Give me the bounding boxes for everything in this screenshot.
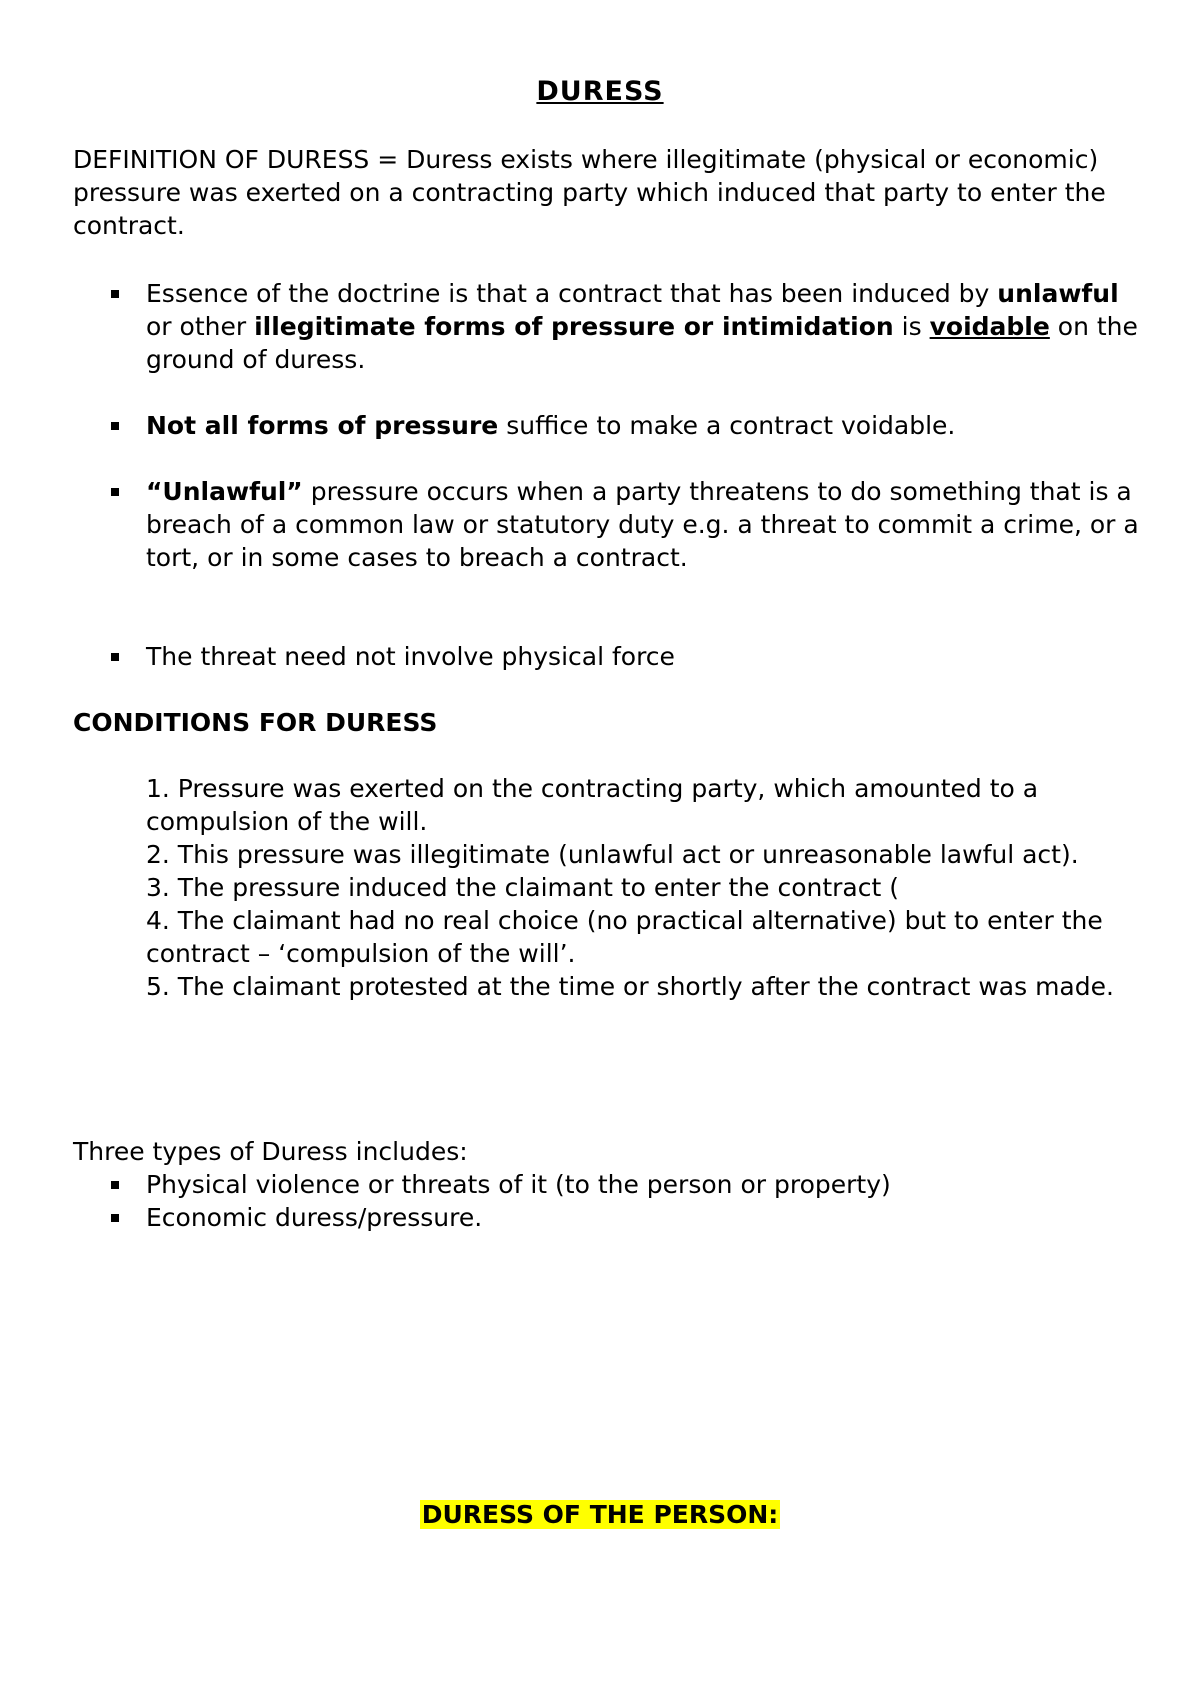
bullet-text xyxy=(146,409,1146,442)
bullet-text-segment: or other xyxy=(146,312,255,341)
bullet-text-segment: Essence of the doctrine is that a contract that has been induced by xyxy=(146,279,998,308)
bullet-text xyxy=(146,475,1146,574)
bullet-text-segment: on the ground of duress. xyxy=(146,312,1138,374)
bullet-bold-segment: “Unlawful” xyxy=(146,477,303,506)
bullet-bold-segment: Not all forms of pressure xyxy=(146,411,499,440)
list-item: 2. This pressure was illegitimate (unlawful act or unreasonable lawful act). xyxy=(146,840,1079,869)
bullet-text-segment: The threat need not involve physical force xyxy=(146,642,675,671)
bullet-bold-segment: illegitimate forms of pressure or intimidation xyxy=(254,312,894,341)
definition-paragraph: DEFINITION OF DURESS = Duress exists where illegitimate (physical or economic) pressure was exerted on a contracting party which induced that party to enter the contract. xyxy=(73,145,1106,240)
bullet-text: Physical violence or threats of it (to the person or property) xyxy=(146,1170,891,1199)
square-bullet-icon xyxy=(111,422,119,430)
bullet-bold-underline-segment: voidable xyxy=(929,312,1050,341)
square-bullet-icon xyxy=(111,488,119,496)
types-intro: Three types of Duress includes: xyxy=(73,1137,468,1166)
conditions-list xyxy=(146,772,1146,1003)
conditions-heading: CONDITIONS FOR DURESS xyxy=(73,708,438,737)
square-bullet-icon xyxy=(111,1214,119,1222)
bullet-text-segment: pressure occurs when a party threatens to do something that is a breach of a common law or statutory duty e.g. a threat to commit a crime, or a tort, or in some cases to breach a contract. xyxy=(146,477,1139,572)
list-item: 5. The claimant protested at the time or shortly after the contract was made. xyxy=(146,972,1114,1001)
list-item: 3. The pressure induced the claimant to enter the contract ( xyxy=(146,873,900,902)
square-bullet-icon xyxy=(111,290,119,298)
bullet-text: Economic duress/pressure. xyxy=(146,1203,483,1232)
list-item: 4. The claimant had no real choice (no practical alternative) but to enter the contract – ‘compulsion of the will’. xyxy=(146,906,1103,968)
list-item: 1. Pressure was exerted on the contracting party, which amounted to a compulsion of the will. xyxy=(146,774,1039,836)
square-bullet-icon xyxy=(111,1181,119,1189)
bullet-text-segment: is xyxy=(893,312,930,341)
duress-of-person-heading-text: DURESS OF THE PERSON: xyxy=(421,1500,779,1529)
bullet-text-segment: suffice to make a contract voidable. xyxy=(498,411,956,440)
bullet-text xyxy=(146,277,1146,376)
bullet-bold-segment: unlawful xyxy=(997,279,1119,308)
document-title xyxy=(0,74,1200,110)
bullet-text xyxy=(146,640,1146,673)
square-bullet-icon xyxy=(111,653,119,661)
duress-of-person-heading xyxy=(0,1498,1200,1531)
document-title-text: DURESS xyxy=(536,76,664,107)
